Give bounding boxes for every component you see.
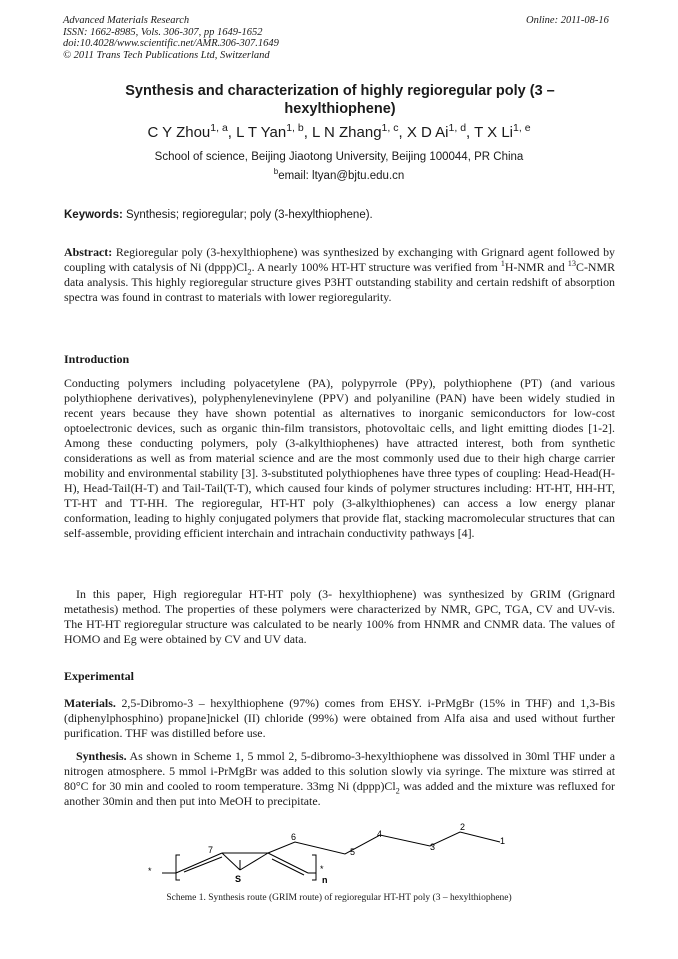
email-text: email: ltyan@bjtu.edu.cn bbox=[278, 170, 405, 182]
synthesis-label: Synthesis. bbox=[76, 749, 127, 763]
carbon-number: 5 bbox=[350, 847, 356, 857]
carbon-number: 4 bbox=[377, 829, 383, 839]
paper-title: Synthesis and characterization of highly regioregular poly (3 – hexylthiophene) bbox=[125, 83, 555, 117]
author-affiliation-mark: 1, c bbox=[381, 122, 399, 134]
abstract-text: H-NMR and bbox=[504, 260, 568, 274]
ring-double-bond bbox=[272, 859, 304, 875]
right-bracket bbox=[312, 855, 316, 880]
carbon-number: 1 bbox=[500, 836, 506, 846]
author-affiliation-mark: 1, a bbox=[210, 122, 228, 134]
p3ht-structure-diagram bbox=[140, 820, 540, 890]
carbon-number: 2 bbox=[460, 822, 466, 832]
experimental-heading: Experimental bbox=[64, 669, 134, 683]
ring-bond bbox=[268, 853, 308, 873]
abstract-text: Regioregular poly (3-hexylthiophene) was synthesized by exchanging with Grignard agent followed by coupling with catalysis of Ni (dppp)Cl bbox=[64, 245, 615, 274]
introduction-paragraph: In this paper, High regioregular HT-HT poly (3- hexylthiophene) was synthesized by GRIM (Grignard metathesis) method. The properties of these polymers were characterized by NMR, GPC, TGA, CV and UV-vis. The HT-HT regioregular structure was calculated to be nearly 100% from HNMR and CNMR data. The values of HOMO and Eg were obtained by CV and UV data. bbox=[64, 587, 615, 646]
journal-name: Advanced Materials Research bbox=[63, 15, 190, 26]
structure-bonds bbox=[162, 832, 500, 880]
carbon-number: 7 bbox=[208, 845, 214, 855]
sulfur-atom-label: S bbox=[235, 874, 242, 884]
email-line bbox=[0, 167, 678, 182]
keywords-text: Synthesis; regioregular; poly (3-hexylthiophene). bbox=[122, 209, 373, 221]
introduction-heading: Introduction bbox=[64, 352, 130, 366]
materials-label: Materials. bbox=[64, 696, 116, 710]
author-affiliation-mark: 1, d bbox=[448, 122, 467, 134]
author-name: X D Ai bbox=[406, 124, 449, 141]
keywords-label: Keywords: bbox=[64, 209, 123, 221]
ring-bond bbox=[176, 853, 222, 873]
keywords bbox=[64, 209, 373, 221]
synthesis-paragraph bbox=[64, 749, 615, 809]
end-asterisk: * bbox=[148, 866, 152, 876]
ring-bond bbox=[240, 853, 268, 870]
email-mark: b bbox=[273, 167, 279, 177]
issn-line: ISSN: 1662-8985, Vols. 306-307, pp 1649-1652 bbox=[63, 26, 263, 38]
subscript: 2 bbox=[395, 786, 400, 796]
author-name: L T Yan bbox=[236, 124, 287, 141]
end-asterisk: * bbox=[320, 864, 324, 874]
left-bracket bbox=[176, 855, 180, 880]
author-name: L N Zhang bbox=[312, 124, 382, 141]
ring-bond bbox=[222, 853, 240, 870]
superscript: 13 bbox=[567, 259, 577, 269]
synthesis-text: was added and the mixture was refluxed for another 30min and then put into MeOH to precipitate. bbox=[64, 779, 615, 808]
carbon-number: 3 bbox=[430, 842, 436, 852]
superscript: 1 bbox=[500, 259, 505, 269]
abstract bbox=[64, 245, 615, 305]
structure-labels bbox=[148, 822, 505, 885]
abstract-text: C-NMR data analysis. This highly regioregular structure gives P3HT outstanding stability and certain redshift of absorption spectra was found in contrast to materials with lower regioregularity. bbox=[64, 260, 615, 304]
materials-paragraph bbox=[64, 696, 615, 741]
repeat-unit-label: n bbox=[322, 875, 328, 885]
author-affiliation-mark: 1, e bbox=[513, 122, 531, 134]
scheme-caption: Scheme 1. Synthesis route (GRIM route) of regioregular HT-HT poly (3 – hexylthiophene) bbox=[166, 893, 512, 903]
hexyl-chain bbox=[268, 832, 500, 854]
materials-text: 2,5-Dibromo-3 – hexylthiophene (97%) comes from EHSY. i-PrMgBr (15% in THF) and 1,3-Bis (diphenylphosphino) propane]nickel (II) chloride (99%) were obtained from Alfa aisa and used without further purification. THF was distilled before use. bbox=[64, 696, 615, 740]
introduction-paragraph: Conducting polymers including polyacetylene (PA), polypyrrole (PPy), polythiophene (PT) (and various polythiophene derivatives), polyphenylenevinylene (PPV) and polyaniline (PAN) have been widely studied in recent years because they have shown potential as alternatives to inorganic semiconductors for low-cost optoelectronic devices, such as organic thin-film transistors, photovoltaic cells, and light emitting diodes [1-2]. Among these conducting polymers, poly (3-alkylthiophenes) have attracted interest, both from synthetic considerations as well as from material science and are the most commonly used due to their high charge carrier mobility and environmental stability [3]. 3-substituted polythiophenes have three types of coupling: Head-Head(H-H), Head-Tail(H-T) and Tail-Tail(T-T), which caused four kinds of polymer structures including: HT-HT, HH-HT, TT-HT and TT-HH. The regioregular, HT-HT poly (3-alkylthiophenes) can access a low energy planar conformation, leading to highly conjugated polymers that provide flat, stacking macromolecular structures that can self-assemble, providing efficient interchain and intrachain conductivity pathways [4]. bbox=[64, 376, 615, 540]
doi-line: doi:10.4028/www.scientific.net/AMR.306-307.1649 bbox=[63, 38, 279, 49]
subscript: 2 bbox=[247, 267, 252, 277]
ring-double-bond bbox=[184, 857, 222, 872]
author-name: C Y Zhou bbox=[147, 124, 211, 141]
abstract-text: . A nearly 100% HT-HT structure was verified from bbox=[251, 260, 501, 274]
author-name: T X Li bbox=[474, 124, 514, 141]
affiliation: School of science, Beijing Jiaotong University, Beijing 100044, PR China bbox=[154, 151, 524, 163]
author-list: C Y Zhou$^{1, a}$, L T Yan$^{1, b}$, L N Zhang$^{1, c}$, X D Ai$^{1, d}$, T X Li$^{1, e}$ bbox=[147, 122, 531, 141]
synthesis-text: As shown in Scheme 1, 5 mmol 2, 5-dibromo-3-hexylthiophene was dissolved in 30ml THF under a nitrogen atmosphere. 5 mmol i-PrMgBr was added to this solution slowly via syringe. The mixture was stirred at 80°C for 30 min and cooled to room temperature. 33mg Ni (dppp)Cl bbox=[64, 749, 615, 793]
carbon-number: 6 bbox=[291, 832, 297, 842]
author-affiliation-mark: 1, b bbox=[286, 122, 304, 134]
journal-header bbox=[63, 15, 279, 61]
online-date: Online: 2011-08-16 bbox=[526, 15, 609, 26]
abstract-label: Abstract: bbox=[64, 245, 113, 259]
copyright-line: © 2011 Trans Tech Publications Ltd, Switzerland bbox=[63, 49, 270, 61]
